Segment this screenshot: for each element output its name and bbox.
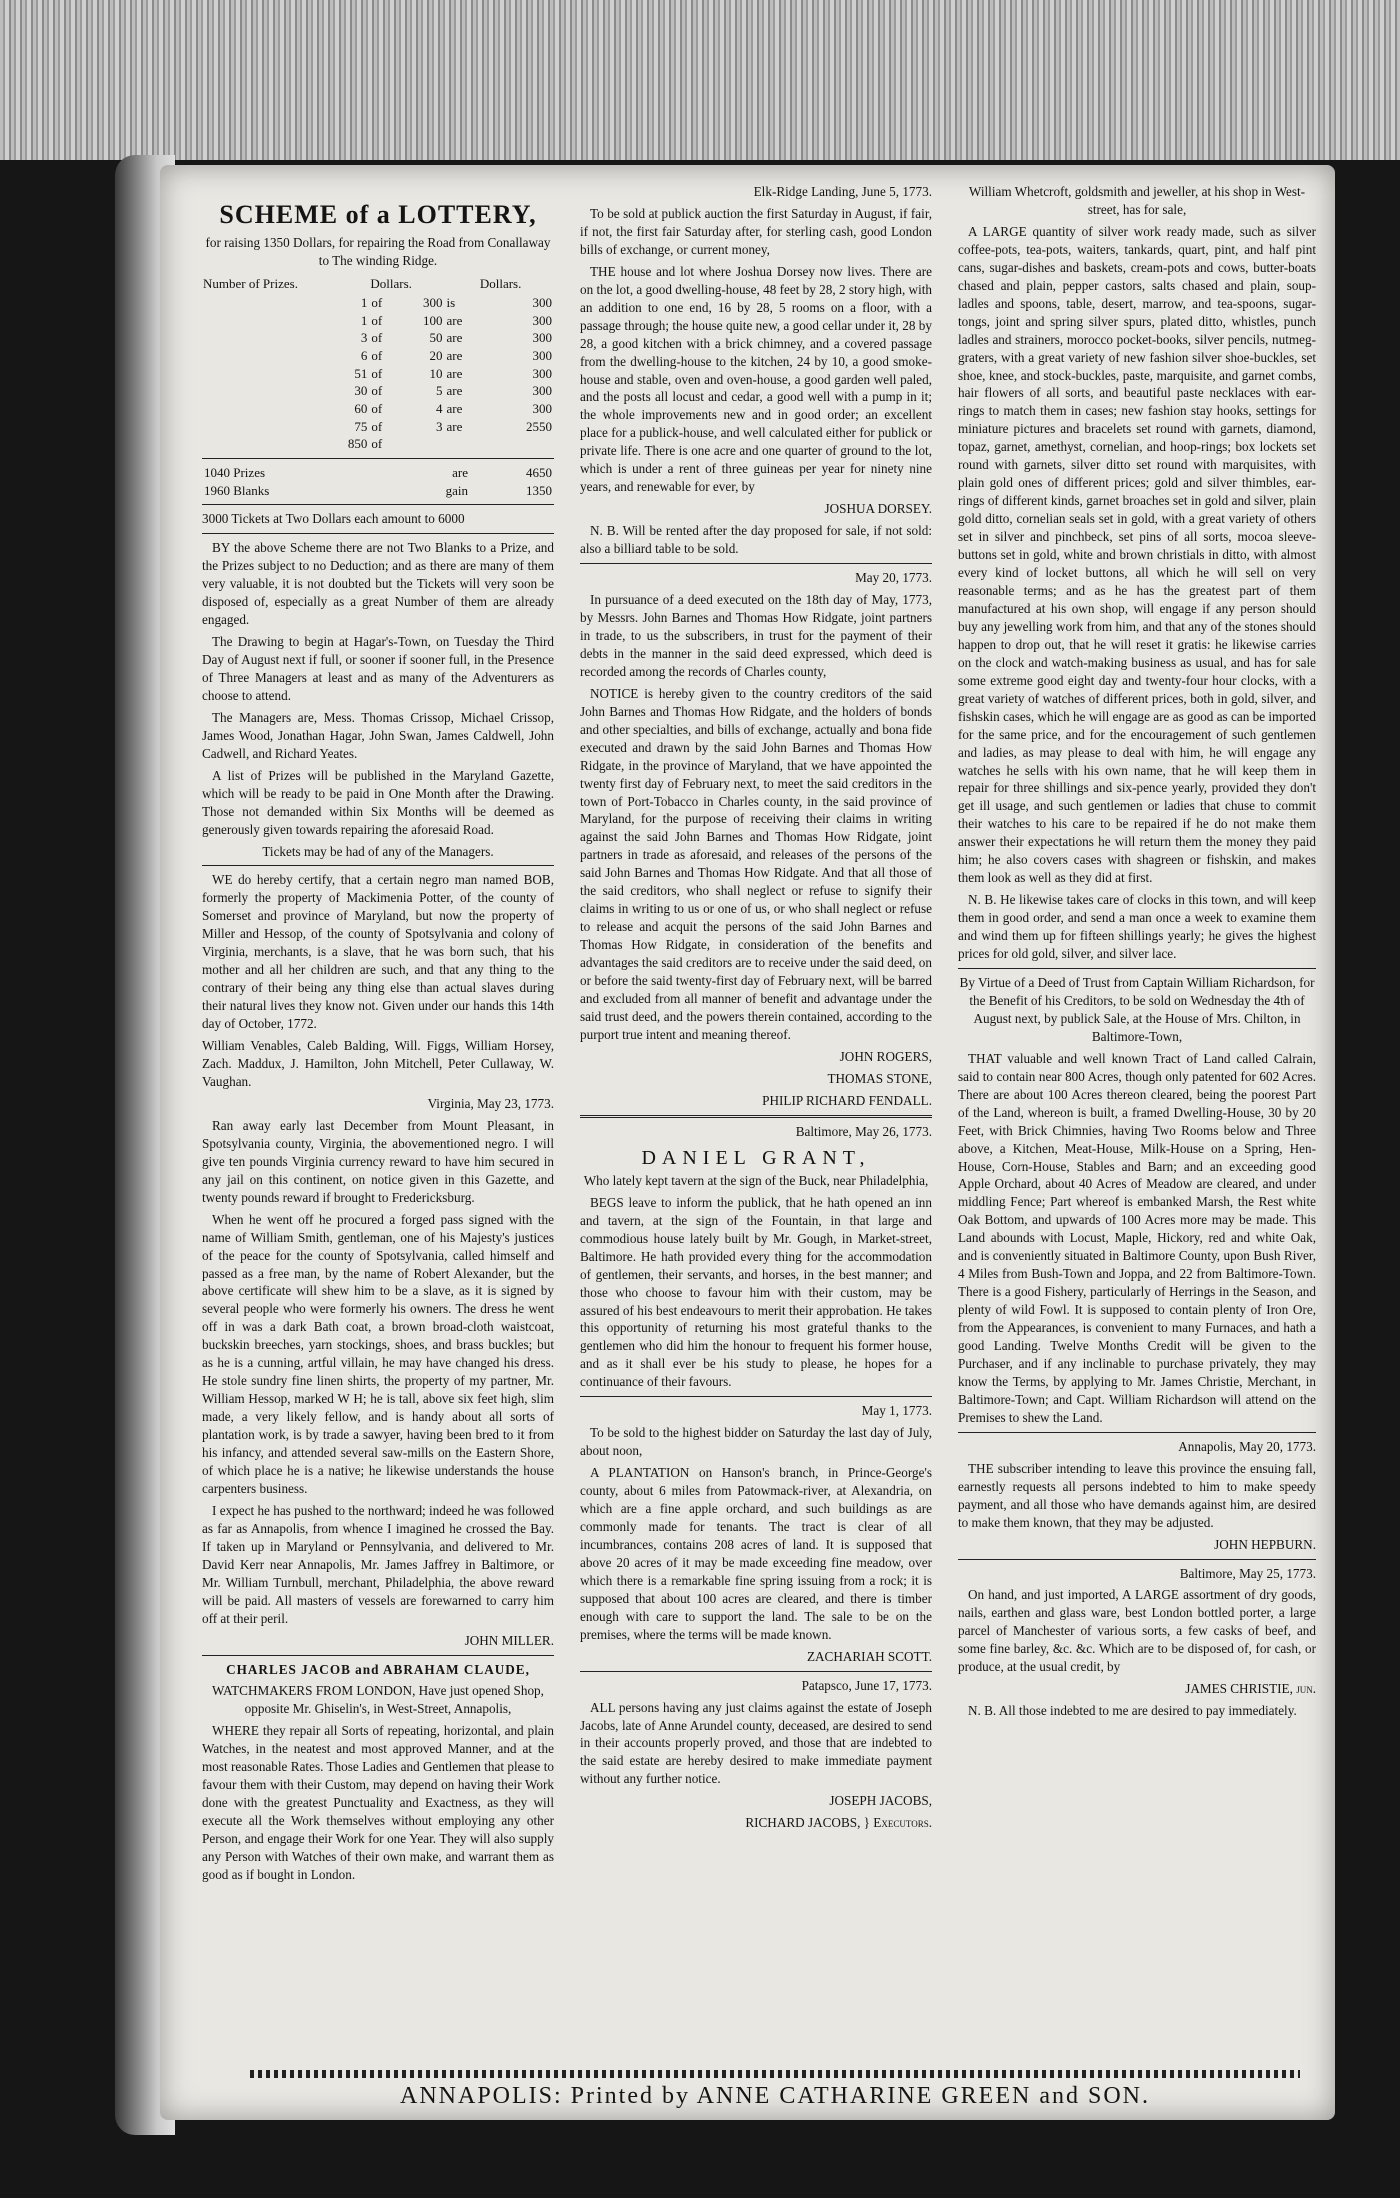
- dateline: May 1, 1773.: [861, 1403, 932, 1419]
- divider: [580, 1115, 932, 1118]
- dateline: Patapsco, June 17, 1773.: [801, 1677, 932, 1693]
- creditors-notice: NOTICE is hereby given to the country creditors of the said John Barnes and Thomas How Ridgate, and the holders of bonds and other specialties, and bills of exchange, actually and bona fide executed and drawn by the said John Barnes and Thomas How Ridgate, in the province of Maryland, that we have appointed the twenty first day of February next, to meet the said creditors in the town of Port-Tobacco in Charles county, in the said province of Maryland, for the purpose of receiving their claims in writing against the said John Barnes and Thomas How Ridgate, joint partners in trade as aforesaid, and releases of the persons of the said John Barnes and Thomas How Ridgate. And that all those of the said creditors, who shall neglect or refuse to signify their claims in writing to us or one of us, or who shall neglect or refuse to release and acquit the persons of the said John Barnes and Thomas How Ridgate, in consideration of the benefits and advantages the said creditors are to receive under the said deed, on or before the said twenty-first day of February next, will be barred and excluded from all manner of benefit and advantage under the said trust deed, and the powers therein contained, according to the purport true intent and meaning thereof.: [580, 685, 932, 1042]
- lottery-tickets-note: Tickets may be had of any of the Managers.: [262, 843, 494, 859]
- dateline: Annapolis, May 20, 1773.: [1178, 1438, 1316, 1454]
- trustee-1: JOHN ROGERS,: [839, 1048, 932, 1064]
- certificate-signers: William Venables, Caleb Balding, Will. Figgs, William Horsey, Zach. Maddux, J. Hamilton, John Mitchell, Peter Cullaway, W. Vaughan.: [202, 1038, 554, 1089]
- runaway-para-3: I expect he has pushed to the northward; indeed he was followed as far as Annapolis, from whence I imagined he crossed the Bay. If taken up in Maryland or Pennsylvania, and delivered to Mr. David Kerr near Annapolis, Mr. James Jaffrey in Baltimore, or Mr. William Turnbull, merchant, Philadelphia, the above reward will be paid. All masters of vessels are forewarned to carry him off at their peril.: [202, 1502, 554, 1626]
- signature: JAMES CHRISTIE, jun.: [1185, 1681, 1316, 1697]
- debts-note: N. B. All those indebted to me are desired to pay immediately.: [968, 1703, 1297, 1719]
- tavern-subheading: Who lately kept tavern at the sign of the Buck, near Philadelphia,: [583, 1172, 929, 1188]
- tavern-name: DANIEL GRANT,: [641, 1146, 871, 1169]
- trust-sale-heading: By Virtue of a Deed of Trust from Captain William Richardson, for the Benefit of his Creditors, to be sold on Wednesday the 4th of August next, by publick Sale, at the House of Mrs. Chilton, in Baltimore-Town,: [959, 974, 1315, 1044]
- divider: [958, 1432, 1316, 1433]
- prizes-total-row: 1040 Prizes are 4650: [204, 464, 552, 480]
- prize-row: 30 of 5 are 300: [354, 383, 552, 399]
- prize-row: 6 of 20 are 300: [360, 347, 552, 363]
- plantation-para: A PLANTATION on Hanson's branch, in Prince-George's county, about 6 miles from Patowmack-river, at Alexandria, on which are a fine apple orchard, and such buildings as are commonly made for tenants. The tract is clear of all incumbrances, contains 208 acres of land. It is supposed that above 20 acres of it may be made exceeding fine meadow, over which there is a remarkable fine spring issuing from a rock; it is supposed that about 100 acres are cleared, and there is timber enough with care to support the land. The sale to be on the premises, where the terms will be made known.: [580, 1465, 932, 1642]
- billiard-note: N. B. Will be rented after the day proposed for sale, if not sold: also a billiard table to be sold.: [580, 523, 932, 557]
- divider: [958, 1559, 1316, 1560]
- lottery-para-2: The Drawing to begin at Hagar's-Town, on Tuesday the Third Day of August next if full, or sooner if sooner full, in the Presence of Three Managers at least and as many of the Adventurers as choose to attend.: [202, 634, 554, 703]
- column-1: [202, 183, 554, 1888]
- colophon: ANNAPOLIS: Printed by ANNE CATHARINE GREEN and SON.: [400, 2083, 1150, 2109]
- divider: [202, 865, 554, 866]
- prize-totals: [202, 464, 554, 499]
- prize-row: 850 of: [347, 436, 383, 452]
- dateline: Elk-Ridge Landing, June 5, 1773.: [753, 184, 932, 199]
- divider: [580, 1396, 932, 1397]
- executor-2: RICHARD JACOBS, } Executors.: [745, 1815, 932, 1831]
- watchmakers-heading: CHARLES JACOB and ABRAHAM CLAUDE,: [226, 1661, 530, 1677]
- dateline: Baltimore, May 25, 1773.: [1179, 1565, 1316, 1581]
- prize-row: 3 of 50 are 300: [360, 330, 552, 346]
- lottery-para-1: BY the above Scheme there are not Two Blanks to a Prize, and the Prizes subject to no Deduction; and as there are many of them very valuable, it is not doubted but the Tickets will very soon be disposed of, especially as a great Number of them are already engaged.: [202, 540, 554, 628]
- signature: ZACHARIAH SCOTT.: [806, 1648, 932, 1664]
- ornamental-rule: [250, 2070, 1300, 2078]
- trustee-3: PHILIP RICHARD FENDALL.: [762, 1092, 932, 1108]
- dateline: Baltimore, May 26, 1773.: [795, 1123, 932, 1139]
- jeweller-para: A LARGE quantity of silver work ready made, such as silver coffee-pots, tea-pots, waiters, tankards, quart, pint, and half pint cans, sugar-dishes and baskets, cream-pots and cows, butter-boats chased and plain, pepper castors, salts chased and plain, soup-ladles and spoons, table, desert, marrow, and tea-spoons, sugar-tongs, joint and spring silver spurs, plated ditto, whistles, punch ladles and strainers, morocco pocket-books, silver pencils, nutmeg-graters, with a great variety of new fashion silver shoe-buckles, set shoe, knee, and stock-buckles, paste, marquisite, and garnet combs, hair flowers of all sorts, and beautiful paste necklaces with ear-rings to match them in cases; new fashion stay hooks, settings for miniature pictures and bracelets set round with garnets, diamond, topaz, garnet, amethyst, cornelian, and hoop-rings; box lockets set round with garnets, silver ditto set round with marquisites, with plain gold ones of different prices; gold and silver thimbles, ear-rings of different kinds, garnet broaches set in gold and silver, plain gold ditto, cornelian seals set in gold, with a great variety of others set in silver and pinchbeck, set pins of all sorts, mocoa sleeve-buttons set in gold, white and brown christials in ditto, with almost every kind of locket buttons, all which he will sell on very reasonable terms; and as he has the greatest part of them manufactured at his own shop, will engage if any person should buy any jewelling work from him, and that any of the stones should happen to drop out, that he will reset it gratis: he likewise carries on the clock and watch-making business as usual, and has for sale some extreme good eight day and twenty-four hour clocks, with a great variety of watches of different prices, both in gold, silver, and fishskin cases, which he will engage are as good as can be imported for the same price, and for the encouragement of such gentlemen and ladies, as may please to deal with him, he will engage any watches he sells with his own name, that he will keep them in repair for three shillings and six-pence yearly, provided they don't get ill usage, and such gentlemen or ladies that chuse to commit their watches to his care to be repaired if he do not make them answer their expectations he will return them the money they paid him; he also covers cases with shagreen or fishskin, and makes them look as well as they did at first.: [958, 223, 1316, 886]
- plantation-intro: To be sold to the highest bidder on Saturday the last day of July, about noon,: [580, 1425, 932, 1459]
- column-2: [580, 183, 932, 1836]
- prize-row: 1 of 300 is 300: [360, 294, 552, 310]
- dateline: Virginia, May 23, 1773.: [427, 1095, 554, 1111]
- divider: [202, 458, 554, 459]
- signature: JOHN HEPBURN.: [1214, 1536, 1316, 1552]
- house-description: THE house and lot where Joshua Dorsey now lives. There are on the lot, a good dwelling-house, 48 feet by 28, 2 story high, with an addition to one end, 16 by 28, 5 rooms on a floor, with a passage through; the house quite new, a good cellar under it, 28 by 28, a good kitchen with a brick chimney, and a covered passage from the dwelling-house to the kitchen, 24 by 10, a good smoke-house and stable, oven and oven-house, a good garden well paled, and the posts all locust and cedar, a good well with a pump in it; the whole improvements new and in good order; an excellent place for a publick-house, and well calculated either for publick or private life. There is one acre and one quarter of ground to the lot, which is under a rent of three guineas per year for ninety nine years, and renewable for ever, by: [580, 263, 932, 495]
- prize-row: 51 of 10 are 300: [354, 365, 552, 381]
- divider: [202, 1655, 554, 1656]
- trustee-2: THOMAS STONE,: [827, 1070, 932, 1086]
- prize-table: [202, 274, 554, 453]
- tickets-line: 3000 Tickets at Two Dollars each amount to 6000: [202, 511, 465, 527]
- signature: JOSHUA DORSEY.: [824, 501, 932, 517]
- divider: [580, 1671, 932, 1672]
- watchmakers-subheading: WATCHMAKERS FROM LONDON, Have just opened Shop, opposite Mr. Ghiselin's, in West-Street, Annapolis,: [212, 1683, 544, 1717]
- signature: JOHN MILLER.: [464, 1632, 554, 1648]
- newspaper-page: [160, 165, 1335, 2120]
- divider: [202, 533, 554, 534]
- tavern-para: BEGS leave to inform the publick, that he hath opened an inn and tavern, at the sign of the Fountain, in that large and commodious house lately built by Mr. Gough, in Market-street, Baltimore. He hath provided every thing for the accommodation of gentlemen, their servants, and horses, in the best manner; and those who choose to favour him with their custom, may be assured of his best endeavours to merit their approbation. He takes this opportunity of returning his most grateful thanks to the gentlemen who did him the honour to frequent his former house, and as it shall ever be his study to please, he hopes for a continuance of their favours.: [580, 1194, 932, 1390]
- prize-table-header: Number of Prizes. Dollars. Dollars.: [203, 276, 522, 292]
- lottery-managers: The Managers are, Mess. Thomas Crissop, Michael Crissop, James Wood, Jonathan Hagar, John Swan, James Caldwell, John Cadwell, and Richard Yeates.: [202, 709, 554, 761]
- divider: [580, 563, 932, 564]
- lottery-title: SCHEME of a LOTTERY,: [219, 200, 537, 229]
- runaway-para-2: When he went off he procured a forged pass signed with the name of William Smith, gentleman, one of his Majesty's justices of the peace for the county of Spotsylvania, called himself and passed as a free man, by the name of Robert Alexander, but the above certificate will shew him to be a slave, as it is signed by several people who were formerly his owners. The dress he went off in was a dark Bath coat, a brown broad-cloth waistcoat, buckskin breeches, yarn stockings, shoes, and brass buckles; but as he is a cunning, artful villain, he may have changed his dress. He stole sundry fine linen shirts, the property of my partner, Mr. William Hessop, marked W H; he is tall, above six feet high, slim made, a very likely fellow, and is handy about all sorts of plantation work, is by trade a sawyer, having been bred to it from his infancy, and attended several saw-mills on the Eastern Shore, of which place he is a native; he likewise understands the house carpenters business.: [202, 1211, 554, 1496]
- goods-para: On hand, and just imported, A LARGE assortment of dry goods, nails, earthen and glass ware, best London bottled porter, a large parcel of Manchester of various sorts, a few casks of beef, and some fine barley, &c. &c. Which are to be disposed of, for cash, or produce, at the usual credit, by: [958, 1587, 1316, 1675]
- deed-intro: In pursuance of a deed executed on the 18th day of May, 1773, by Messrs. John Barnes and Thomas How Ridgate, joint partners in trade, to us the subscribers, in trust for the payment of their debts in the manner in the said deed expressed, which deed is recorded among the records of Charles county,: [580, 592, 932, 679]
- dateline: May 20, 1773.: [855, 570, 932, 586]
- land-para: THAT valuable and well known Tract of Land called Calrain, said to contain near 800 Acres, though only patented for 602 Acres. There are about 100 Acres thereon cleared, being the poorest Part of the Land, whereon is built, a framed Dwelling-House, 30 by 20 Feet, with Brick Chimnies, having Two Rooms below and Three above, a Kitchen, Meat-House, Milk-House on a Spring, Hen-House, Corn-House, Stables and Barn; and an exceeding good Apple Orchard, about 40 Acres of Meadow are cleared, and under middling Fence; Part whereof is embanked Marsh, the Rest white Oak Bottom, and upwards of 100 Acres more may be made. This Land abounds with Locust, Maple, Hickory, red and white Oak, and is conveniently situated in Baltimore County, upon Bush River, 4 Miles from Bush-Town and Joppa, and 22 from Baltimore-Town. There is a good Fishery, particularly of Herrings in the Season, and plenty of wild Fowl. It is supposed to contain plenty of Iron Ore, from the Appearances, is convenient to many Furnaces, and hath a good Landing. Twelve Months Credit will be given to the Purchaser, and if any inclinable to purchase privately, they may know the Terms, by applying to Mr. James Christie, Merchant, in Baltimore-Town; and Capt. William Richardson will attend on the Premises to shew the Land.: [958, 1050, 1316, 1425]
- executor-1: JOSEPH JACOBS,: [829, 1793, 932, 1809]
- hepburn-para: THE subscriber intending to leave this province the ensuing fall, earnestly requests all persons indebted to him to make speedy payment, and all those who have demands against him, are desired to make them known, that they may be adjusted.: [958, 1460, 1316, 1530]
- clocks-note: N. B. He likewise takes care of clocks in this town, and will keep them in good order, and send a man once a week to examine them and wind them up for fifteen shillings yearly; he gives the highest prices for old gold, silver, and silver lace.: [958, 892, 1316, 962]
- lottery-para-4: A list of Prizes will be published in the Maryland Gazette, which will be ready to be paid in One Month after the Drawing. Those not demanded within Six Months will be deemed as generously given towards repairing the aforesaid Road.: [202, 767, 554, 837]
- blanks-total-row: 1960 Blanks gain 1350: [204, 482, 552, 498]
- divider: [202, 504, 554, 505]
- prize-row: 1 of 100 are 300: [360, 312, 552, 328]
- lottery-subtitle: for raising 1350 Dollars, for repairing the Road from Conallaway to The winding Ridge.: [205, 235, 551, 269]
- column-3: [958, 183, 1316, 1724]
- prize-rows: [202, 294, 554, 453]
- prize-row: 60 of 4 are 300: [354, 400, 552, 416]
- prize-row: 75 of 3 are 2550: [354, 418, 552, 434]
- microfilm-edge: [0, 0, 1400, 160]
- auction-intro: To be sold at publick auction the first Saturday in August, if fair, if not, the first fair Saturday after, for sterling cash, good London bills of exchange, or current money,: [580, 205, 932, 257]
- watchmakers-para: WHERE they repair all Sorts of repeating, horizontal, and plain Watches, in the neatest and most approved Manner, and at the most reasonable Rates. Those Ladies and Gentlemen that please to favour them with their Custom, may depend on having their Work done with the greatest Punctuality and Exactness, as they will execute all the Work themselves without employing any other Person, and engage their Work for one Year. They will also supply any Person with Watches of their own make, and warrant them as good as if bought in London.: [202, 1723, 554, 1882]
- jeweller-heading: William Whetcroft, goldsmith and jeweller, at his shop in West-street, has for sale,: [968, 184, 1306, 217]
- runaway-para-1: Ran away early last December from Mount Pleasant, in Spotsylvania county, Virginia, the abovementioned negro. I will give ten pounds Virginia currency reward to have him secured in any jail on this continent, on notice given in this Gazette, and twenty pounds reward if brought to Fredericksburg.: [202, 1117, 554, 1205]
- estate-para: ALL persons having any just claims against the estate of Joseph Jacobs, late of Anne Arundel county, deceased, are desired to send in their accounts properly proved, and those that are indebted to the said estate are hereby desired to make immediate payment without any further notice.: [580, 1699, 932, 1787]
- divider: [958, 968, 1316, 969]
- certificate-para: WE do hereby certify, that a certain negro man named BOB, formerly the property of Mackimenia Potter, of the county of Somerset and province of Maryland, but now the property of Miller and Hessop, of the county of Spotsylvania and colony of Virginia, merchants, is a slave, that he was born such, that his mother and all her children are such, and that any thing to the contrary of their being any thing else than actual slaves during their natural lives they know not. Given under our hands this 14th day of October, 1772.: [202, 872, 554, 1032]
